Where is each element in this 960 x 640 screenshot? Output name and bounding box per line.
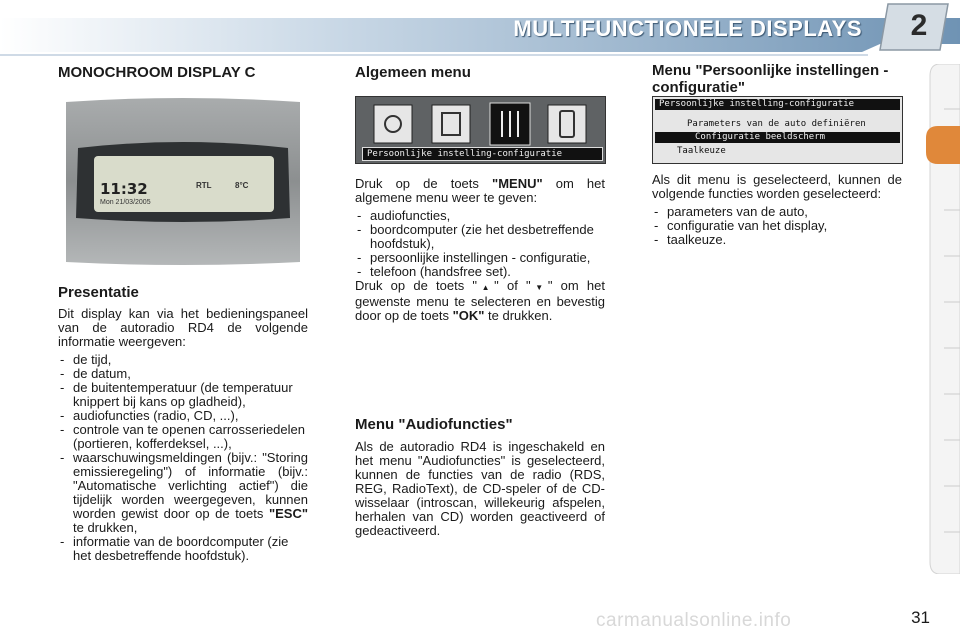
screen-row: Taalkeuze [677,146,726,156]
list-item: - taalkeuze. [652,233,902,247]
list-item: - configuratie van het display, [652,219,902,233]
chapter-tabs [926,64,960,574]
list-item: - boordcomputer (zie het desbetreffende hoofdstuk), [355,223,605,251]
text: " of " [494,278,531,293]
paragraph [355,279,605,323]
sub-heading: Presentatie [58,284,139,301]
bullet-list [652,205,902,247]
section-heading: Menu "Audiofuncties" [355,416,513,433]
text: " om het gewenste menu te selecteren en bevestig door op de toets [355,278,606,323]
list-item [58,451,308,535]
list-item: - de datum, [58,367,308,381]
list-item: - controle van te openen carrosseriedelen (portieren, kofferdeksel, ...), [58,423,308,451]
page-header-title: MULTIFUNCTIONELE DISPLAYS [513,16,862,41]
list-item: - parameters van de auto, [652,205,902,219]
screen-row: Parameters van de auto definiëren [687,119,866,129]
screen-row-selected: Configuratie beeldscherm [655,132,900,143]
dashboard-display-photo [58,92,308,270]
bullet-list [355,209,605,279]
paragraph [355,177,605,205]
list-item-text: te drukken, [73,520,138,535]
paragraph: Dit display kan via het bedieningspaneel van de autoradio RD4 de volgende informatie weergeven: [58,306,308,349]
audio-menu-section [355,416,605,538]
display-date: Mon 21/03/2005 [100,199,151,206]
page-number: 31 [911,608,930,627]
list-item: - informatie van de boordcomputer (zie het desbetreffende hoofdstuk). [58,535,308,563]
text: Druk op de toets [355,176,493,191]
column-left [58,64,308,81]
selected-menu-label: Persoonlijke instelling-configuratie [362,147,603,161]
section-heading: MONOCHROOM DISPLAY C [58,64,256,81]
list-item: - audiofuncties, [355,209,605,223]
menu-key-label: "MENU" [492,176,543,191]
ok-key-label: "OK" [452,308,485,323]
text: om het algemene menu weer te geven: [355,176,606,205]
menu-icons [356,97,605,147]
up-arrow-icon: ▲ [477,283,495,292]
text: Druk op de toets " [355,278,478,293]
column-right [652,62,902,96]
down-arrow-icon: ▼ [530,283,548,292]
list-item: - audiofuncties (radio, CD, ...), [58,409,308,423]
section-heading: Menu "Persoonlijke instellingen - configuratie" [652,62,889,96]
watermark: carmanualsonline.info [596,610,792,631]
bullet-list [58,353,308,563]
section-heading: Algemeen menu [355,64,471,81]
display-clock: 11:32 [100,180,148,198]
text: te drukken. [484,308,553,323]
list-item: - de tijd, [58,353,308,367]
column-middle [355,64,605,81]
general-menu-text [355,177,605,323]
chapter-number: 2 [910,9,928,42]
esc-key-label: "ESC" [268,506,308,521]
personal-settings-screen [652,96,903,164]
list-item: - persoonlijke instellingen - configuratie, [355,251,605,265]
paragraph: Als dit menu is geselecteerd, kunnen de volgende functies worden geselecteerd: [652,172,902,201]
screen-title: Persoonlijke instelling-configuratie [655,99,900,110]
personal-settings-text [652,173,902,247]
list-item-text: waarschuwingsmeldingen (bijv.: "Storing emissieregeling") of informatie (bijv.: "Automatische verlichting actief") die tijdelijk worden weergegeven, kunnen worden gewist door op de toets [73,450,308,521]
paragraph: Als de autoradio RD4 is ingeschakeld en het menu "Audiofuncties" is geselecteerd, kunnen de functies van de radio (RDS, REG, RadioText), de CD-speler of de CD-wisselaar (introscan, willekeurig afspelen, herhalen van CD) worden geactiveerd of gedeactiveerd. [355,439,605,538]
presentation-section [58,284,308,563]
list-item: - de buitentemperatuur (de temperatuur knippert bij kans op gladheid), [58,381,308,409]
display-source: RTL [196,181,212,190]
list-item: - telefoon (handsfree set). [355,265,605,279]
general-menu-screen [355,96,606,164]
display-temperature: 8°C [235,181,249,190]
